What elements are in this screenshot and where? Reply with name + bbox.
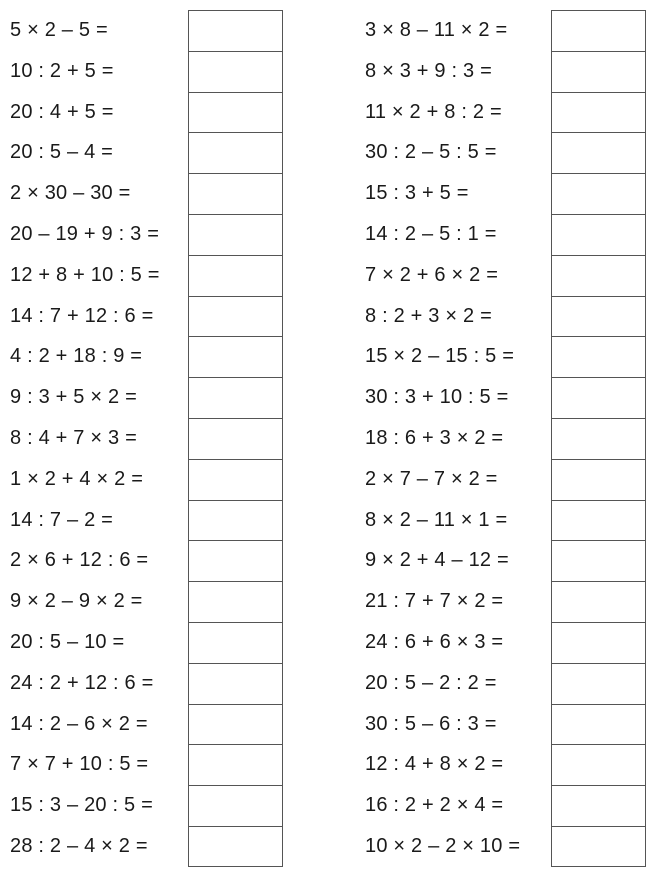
exercise-expression: 15 : 3 – 20 : 5 = [10,794,153,817]
answer-box[interactable] [551,255,646,296]
exercise-expression: 8 × 2 – 11 × 1 = [365,508,508,531]
exercise-row [10,92,310,133]
answer-box[interactable] [551,51,646,92]
exercise-expression: 14 : 7 + 12 : 6 = [10,304,154,327]
answer-box[interactable] [188,92,283,133]
right-exercise-column [365,10,657,867]
exercise-expression: 8 × 3 + 9 : 3 = [365,59,492,82]
exercise-expression: 28 : 2 – 4 × 2 = [10,834,148,857]
exercise-row [365,10,657,51]
exercise-row [365,785,657,826]
left-exercise-column [10,10,310,867]
answer-box[interactable] [188,418,283,459]
exercise-expression: 30 : 2 – 5 : 5 = [365,141,497,164]
answer-box[interactable] [551,826,646,867]
exercise-expression: 7 × 2 + 6 × 2 = [365,263,499,286]
answer-box[interactable] [551,132,646,173]
exercise-expression: 4 : 2 + 18 : 9 = [10,345,143,368]
exercise-expression: 20 – 19 + 9 : 3 = [10,222,160,245]
exercise-expression: 12 : 4 + 8 × 2 = [365,753,504,776]
answer-box[interactable] [551,704,646,745]
exercise-row [10,540,310,581]
answer-box[interactable] [188,255,283,296]
exercise-expression: 10 : 2 + 5 = [10,59,114,82]
answer-box[interactable] [551,214,646,255]
exercise-expression: 14 : 2 – 5 : 1 = [365,222,497,245]
answer-box[interactable] [551,377,646,418]
answer-box[interactable] [188,10,283,51]
exercise-row [10,500,310,541]
exercise-expression: 7 × 7 + 10 : 5 = [10,753,149,776]
answer-box[interactable] [188,785,283,826]
exercise-row [365,418,657,459]
exercise-row [365,704,657,745]
answer-box[interactable] [551,581,646,622]
answer-box[interactable] [551,540,646,581]
exercise-expression: 2 × 7 – 7 × 2 = [365,467,498,490]
exercise-expression: 9 × 2 + 4 – 12 = [365,549,509,572]
answer-box[interactable] [551,336,646,377]
answer-box[interactable] [188,214,283,255]
exercise-row [10,826,310,867]
exercise-row [10,173,310,214]
answer-box[interactable] [188,173,283,214]
exercise-expression: 14 : 2 – 6 × 2 = [10,712,148,735]
exercise-row [365,459,657,500]
exercise-row [365,336,657,377]
exercise-row [10,459,310,500]
exercise-row [10,581,310,622]
exercise-expression: 2 × 30 – 30 = [10,182,131,205]
exercise-row [365,92,657,133]
answer-box[interactable] [551,418,646,459]
exercise-expression: 14 : 7 – 2 = [10,508,114,531]
exercise-row [365,173,657,214]
exercise-expression: 8 : 4 + 7 × 3 = [10,426,137,449]
answer-box[interactable] [188,459,283,500]
exercise-expression: 10 × 2 – 2 × 10 = [365,834,521,857]
exercise-expression: 11 × 2 + 8 : 2 = [365,100,502,123]
exercise-row [10,336,310,377]
exercise-expression: 1 × 2 + 4 × 2 = [10,467,144,490]
exercise-expression: 9 : 3 + 5 × 2 = [10,386,137,409]
answer-box[interactable] [551,92,646,133]
answer-box[interactable] [188,744,283,785]
exercise-expression: 24 : 6 + 6 × 3 = [365,630,504,653]
exercise-expression: 20 : 5 – 4 = [10,141,114,164]
answer-box[interactable] [551,500,646,541]
exercise-expression: 20 : 4 + 5 = [10,100,114,123]
answer-box[interactable] [551,663,646,704]
answer-box[interactable] [188,704,283,745]
answer-box[interactable] [551,459,646,500]
exercise-row [10,785,310,826]
answer-box[interactable] [551,10,646,51]
exercise-expression: 21 : 7 + 7 × 2 = [365,590,504,613]
answer-box[interactable] [188,132,283,173]
exercise-expression: 20 : 5 – 2 : 2 = [365,671,497,694]
exercise-row [365,581,657,622]
exercise-expression: 5 × 2 – 5 = [10,19,108,41]
exercise-row [365,255,657,296]
exercise-expression: 18 : 6 + 3 × 2 = [365,426,504,449]
exercise-row [365,663,657,704]
exercise-expression: 3 × 8 – 11 × 2 = [365,19,508,41]
exercise-expression: 12 + 8 + 10 : 5 = [10,263,160,286]
answer-box[interactable] [551,622,646,663]
answer-box[interactable] [188,540,283,581]
exercise-row [365,540,657,581]
answer-box[interactable] [188,500,283,541]
exercise-expression: 30 : 3 + 10 : 5 = [365,386,509,409]
answer-box[interactable] [188,663,283,704]
exercise-expression: 15 : 3 + 5 = [365,182,469,205]
exercise-row [10,132,310,173]
exercise-expression: 8 : 2 + 3 × 2 = [365,304,492,327]
answer-box[interactable] [188,296,283,337]
exercise-row [10,704,310,745]
answer-box[interactable] [188,581,283,622]
exercise-row [10,296,310,337]
answer-box[interactable] [551,173,646,214]
answer-box[interactable] [188,336,283,377]
exercise-expression: 15 × 2 – 15 : 5 = [365,345,515,368]
exercise-row [10,214,310,255]
exercise-expression: 16 : 2 + 2 × 4 = [365,794,504,817]
answer-box[interactable] [188,826,283,867]
exercise-expression: 9 × 2 – 9 × 2 = [10,590,143,613]
exercise-row [10,377,310,418]
exercise-row [10,663,310,704]
exercise-row [365,744,657,785]
exercise-row [10,255,310,296]
answer-box[interactable] [188,377,283,418]
exercise-row [10,622,310,663]
exercise-row [365,51,657,92]
exercise-row [365,622,657,663]
exercise-row [10,418,310,459]
answer-box[interactable] [551,296,646,337]
exercise-expression: 24 : 2 + 12 : 6 = [10,671,154,694]
answer-box[interactable] [551,744,646,785]
exercise-row [10,51,310,92]
exercise-expression: 20 : 5 – 10 = [10,630,125,653]
exercise-row [365,214,657,255]
answer-box[interactable] [188,622,283,663]
answer-box[interactable] [551,785,646,826]
exercise-row [365,500,657,541]
exercise-row [365,296,657,337]
exercise-row [10,10,310,51]
exercise-expression: 30 : 5 – 6 : 3 = [365,712,497,735]
answer-box[interactable] [188,51,283,92]
exercise-row [365,826,657,867]
exercise-row [365,132,657,173]
exercise-row [365,377,657,418]
exercise-expression: 2 × 6 + 12 : 6 = [10,549,149,572]
exercise-row [10,744,310,785]
